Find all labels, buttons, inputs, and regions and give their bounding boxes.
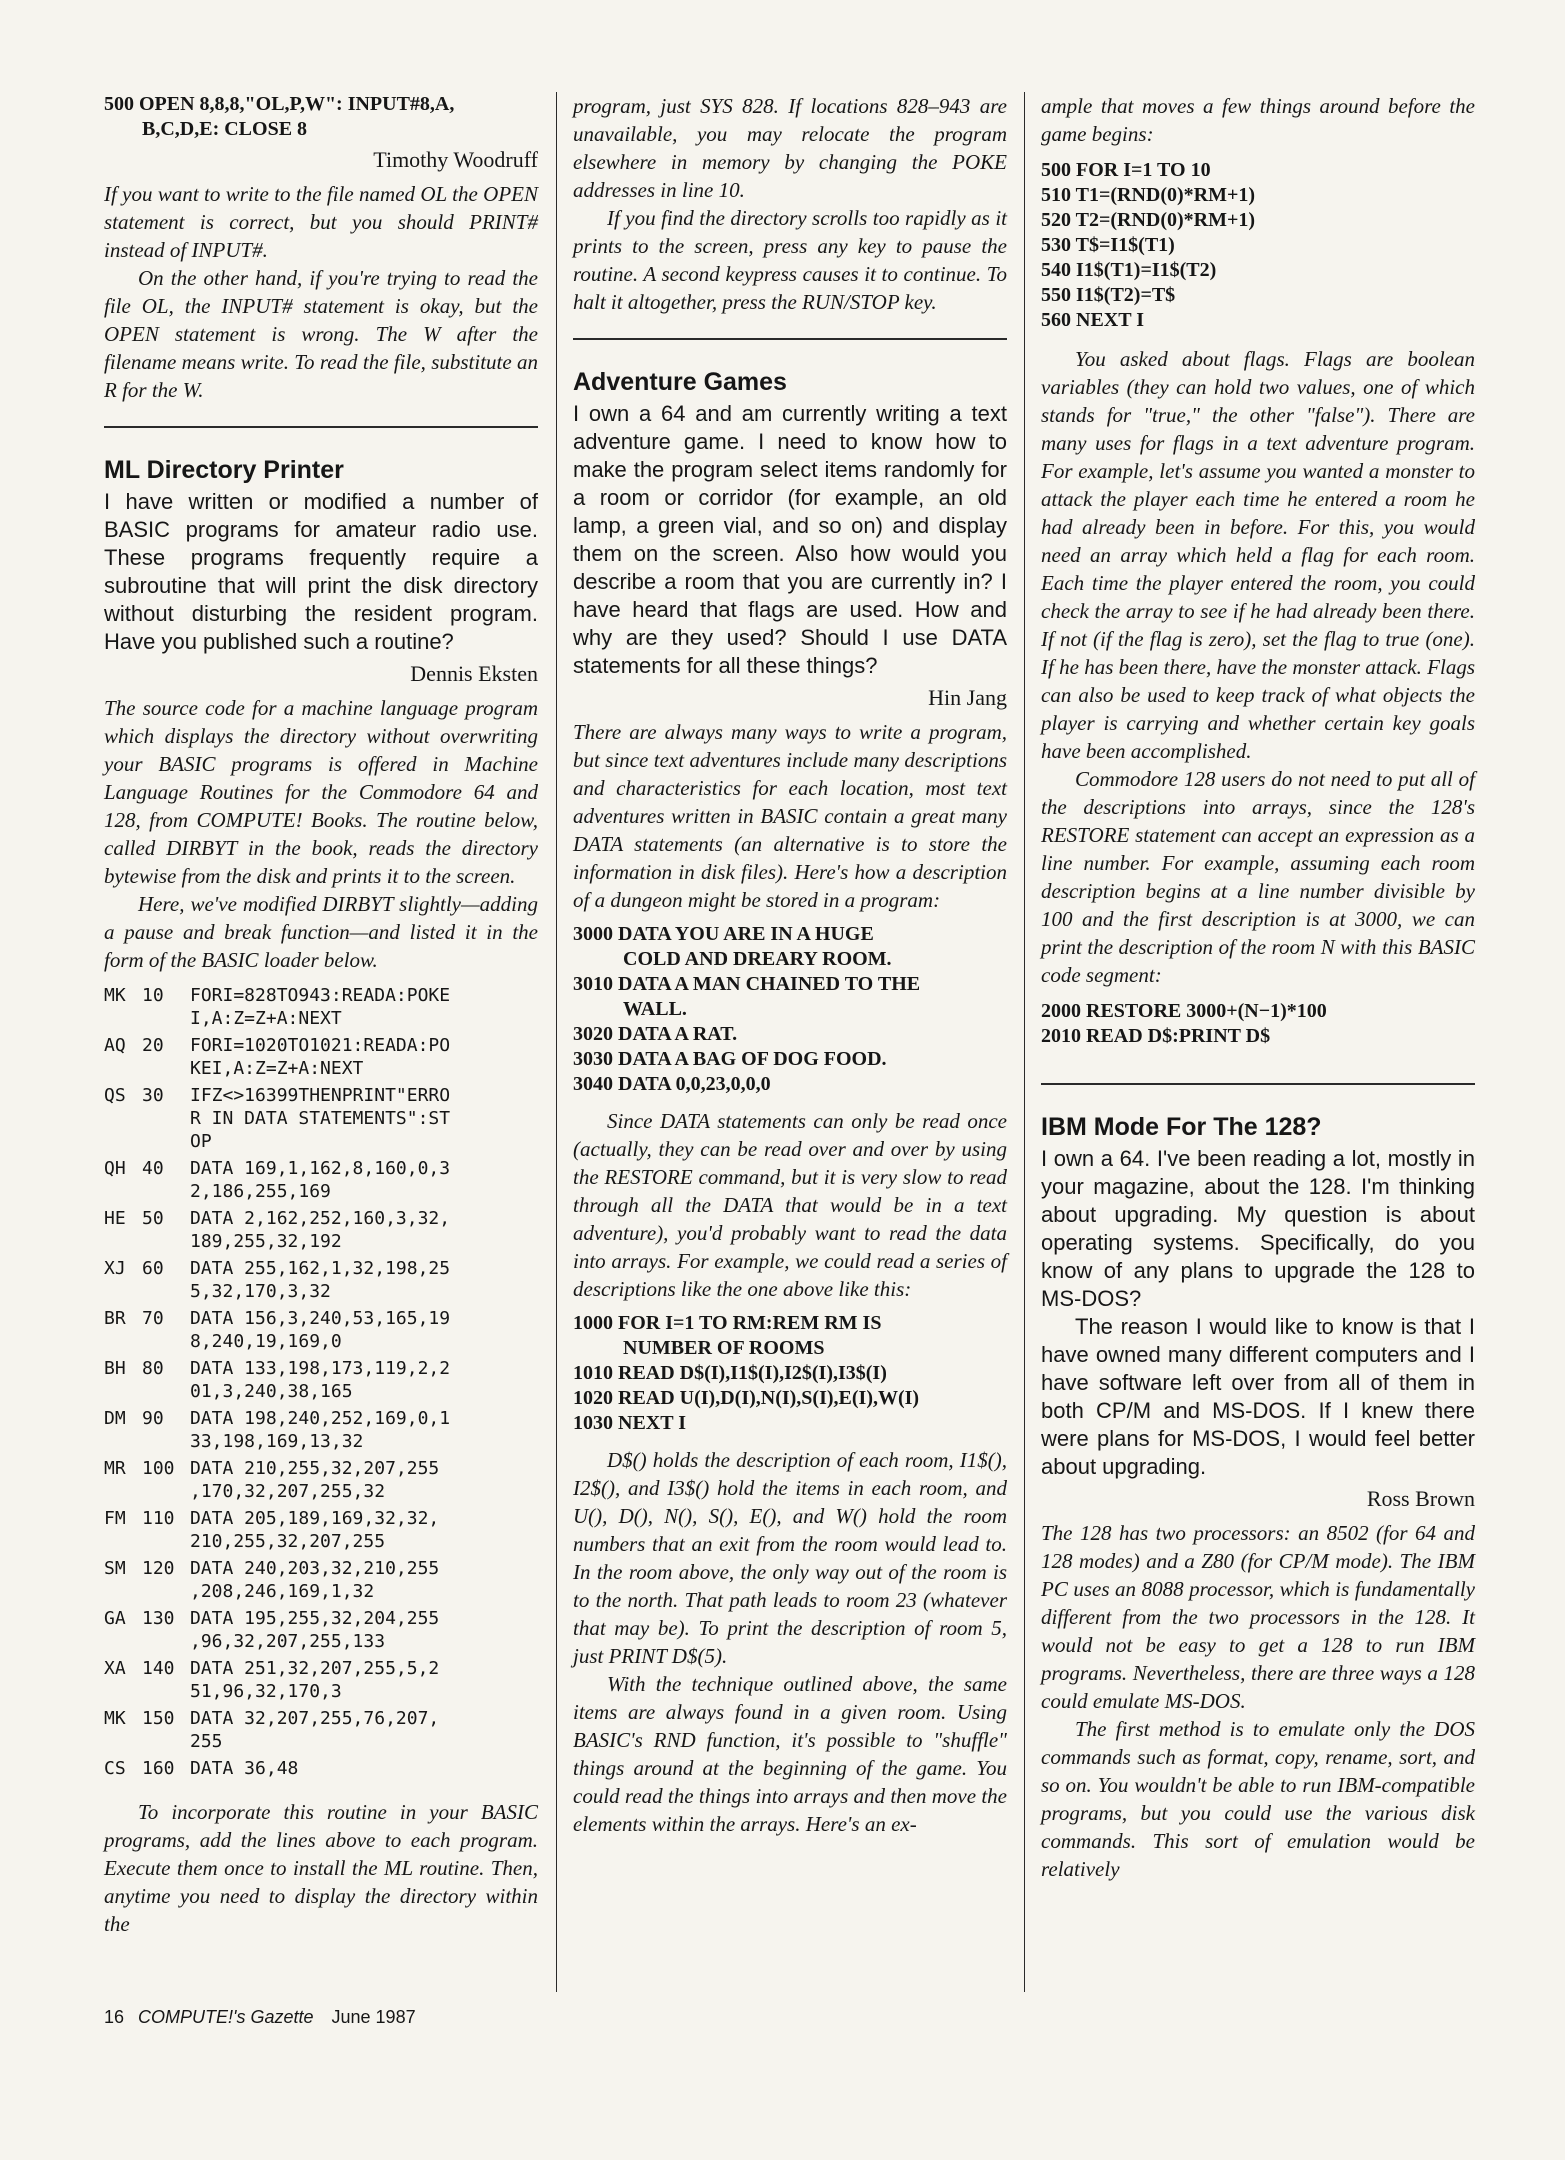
listing-line xyxy=(104,1557,538,1603)
code-line: 1010 READ D$(I),I1$(I),I2$(I),I3$(I) xyxy=(573,1362,887,1384)
answer-paragraph: D$() holds the description of each room, I1$(), I2$(), and I3$() hold the items in each room, and U(), D(), N(), S(), E(), and W() hold the room numbers that an exit from the room would lead to. In the room above, the only way out of the room is to the north. That path leads to room 23 (whatever that may be). To print the description of room 5, just PRINT D$(5). xyxy=(573,1448,1007,1668)
magazine-name: COMPUTE!'s Gazette xyxy=(138,2007,314,2027)
code-line: 520 T2=(RND(0)*RM+1) xyxy=(1041,209,1256,231)
checksum: CS xyxy=(104,1758,126,1779)
answer-paragraph: program, just SYS 828. If locations 828–943 are unavailable, you may relocate the program elsewhere in memory by changing the POKE addresses in line 10. xyxy=(573,94,1007,202)
code-line: 540 I1$(T1)=I1$(T2) xyxy=(1041,259,1217,281)
line-number: 100 xyxy=(142,1458,175,1479)
answer-paragraph: With the technique outlined above, the same items are always found in a given room. Using BASIC's RND function, it's possible to "shuffle" things around at the beginning of the game. You could read the things into arrays and then move the elements within the arrays. Here's an ex- xyxy=(573,1672,1007,1836)
checksum: DM xyxy=(104,1408,126,1429)
reader-letter: I own a 64 and am currently writing a text adventure game. I need to know how to make the program select items randomly for a room or corridor (for example, an old lamp, a green vial, and so on) and display them on the screen. Also how would you describe a room that you are currently in? I have heard that flags are used. How and why are they used? Should I use DATA statements for all these things? xyxy=(573,401,1007,678)
reader-letter: I own a 64. I've been reading a lot, mostly in your magazine, about the 128. I'm thinking about upgrading. My question is about operating systems. Specifically, do you know of any plans to upgrade the 128 to MS-DOS? xyxy=(1041,1146,1475,1311)
section-rule xyxy=(573,338,1007,340)
code-line: 1000 FOR I=1 TO RM:REM RM IS xyxy=(573,1312,882,1334)
code-line: 2010 READ D$:PRINT D$ xyxy=(1041,1025,1271,1047)
line-text: FORI=1020TO1021:READA:PO KEI,A:Z=Z+A:NEXT xyxy=(190,1035,451,1079)
answer-paragraph: On the other hand, if you're trying to read the file OL, the INPUT# statement is okay, but the OPEN statement is wrong. The W after the filename means write. To read the file, substitute an R for the W. xyxy=(104,266,538,402)
code-line: 2000 RESTORE 3000+(N−1)*100 xyxy=(1041,1000,1327,1022)
code-line: 1030 NEXT I xyxy=(573,1412,686,1434)
answer-paragraph: The first method is to emulate only the DOS commands such as format, copy, rename, sort, and so on. You wouldn't be able to run IBM-compatible programs, but you could use the various disk commands. This sort of emulation would be relatively xyxy=(1041,1717,1475,1881)
section-rule xyxy=(1041,1083,1475,1085)
code-line: 560 NEXT I xyxy=(1041,309,1144,331)
intro-code xyxy=(104,92,538,142)
listing-line xyxy=(104,1607,538,1653)
checksum: XA xyxy=(104,1658,126,1679)
code-line: 500 FOR I=1 TO 10 xyxy=(1041,159,1211,181)
line-text: DATA 255,162,1,32,198,25 5,32,170,3,32 xyxy=(190,1258,451,1302)
code-line: 3000 DATA YOU ARE IN A HUGE xyxy=(573,923,874,945)
checksum: BH xyxy=(104,1358,126,1379)
line-number: 50 xyxy=(142,1208,164,1229)
section-title: IBM Mode For The 128? xyxy=(1041,1113,1322,1141)
letter-author: Hin Jang xyxy=(928,685,1007,710)
line-number: 10 xyxy=(142,985,164,1006)
listing-line xyxy=(104,1657,538,1703)
line-number: 30 xyxy=(142,1085,164,1106)
code-line: 3030 DATA A BAG OF DOG FOOD. xyxy=(573,1048,887,1070)
line-text: DATA 36,48 xyxy=(190,1758,299,1779)
code-line: 3010 DATA A MAN CHAINED TO THE xyxy=(573,973,921,995)
line-number: 70 xyxy=(142,1308,164,1329)
checksum: QH xyxy=(104,1158,126,1179)
listing-line xyxy=(104,1507,538,1553)
code-line: B,C,D,E: CLOSE 8 xyxy=(142,118,308,140)
listing-line xyxy=(104,1207,538,1253)
answer-paragraph: ample that moves a few things around before the game begins: xyxy=(1041,94,1475,146)
checksum: BR xyxy=(104,1308,126,1329)
line-text: DATA 240,203,32,210,255 ,208,246,169,1,32 xyxy=(190,1558,440,1602)
section-title: ML Directory Printer xyxy=(104,456,344,484)
listing-line xyxy=(104,1357,538,1403)
line-text: DATA 195,255,32,204,255 ,96,32,207,255,133 xyxy=(190,1608,440,1652)
answer-paragraph: Commodore 128 users do not need to put all of the descriptions into arrays, since the 128's RESTORE statement can accept an expression as a line number. For example, assuming each room description begins at a line number divisible by 100 and the first description is at 3000, we can print the description of the room N with this BASIC code segment: xyxy=(1041,767,1475,987)
checksum: QS xyxy=(104,1085,126,1106)
answer-paragraph: If you find the directory scrolls too rapidly as it prints to the screen, press any key to pause the routine. A second keypress causes it to continue. To halt it altogether, press the RUN/STOP key. xyxy=(573,206,1007,314)
checksum: HE xyxy=(104,1208,126,1229)
reader-letter: I have written or modified a number of BASIC programs for amateur radio use. These programs frequently require a subroutine that will print the disk directory without disturbing the resident program. Have you published such a routine? xyxy=(104,489,538,654)
code-line-continuation: WALL. xyxy=(623,998,687,1020)
listing-line xyxy=(104,984,538,1030)
answer-paragraph: If you want to write to the file named OL the OPEN statement is correct, but you should PRINT# instead of INPUT#. xyxy=(104,182,538,262)
code-line-continuation: COLD AND DREARY ROOM. xyxy=(623,948,892,970)
line-text: DATA 169,1,162,8,160,0,3 2,186,255,169 xyxy=(190,1158,451,1202)
column-divider xyxy=(556,92,557,1992)
section-rule xyxy=(104,426,538,428)
reader-letter: The reason I would like to know is that I have owned many different computers and I have software left over from all of them in both CP/M and MS-DOS. If I knew there were plans for MS-DOS, I would feel better about upgrading. xyxy=(1041,1314,1475,1479)
column-2 xyxy=(573,92,1007,1838)
line-text: IFZ<>16399THENPRINT"ERRO R IN DATA STATEMENTS":ST OP xyxy=(190,1085,451,1152)
code-block xyxy=(573,1311,1007,1436)
program-listing xyxy=(104,984,538,1780)
code-line: 1020 READ U(I),D(I),N(I),S(I),E(I),W(I) xyxy=(573,1387,920,1409)
page-number: 16 xyxy=(104,2007,125,2027)
checksum: MK xyxy=(104,985,126,1006)
section-title: Adventure Games xyxy=(573,368,787,396)
checksum: XJ xyxy=(104,1258,126,1279)
code-block xyxy=(1041,158,1475,333)
checksum: MK xyxy=(104,1708,126,1729)
line-number: 120 xyxy=(142,1558,175,1579)
code-line: 500 OPEN 8,8,8,"OL,P,W": INPUT#8,A, xyxy=(104,93,455,115)
code-line-continuation: NUMBER OF ROOMS xyxy=(623,1337,825,1359)
line-number: 80 xyxy=(142,1358,164,1379)
listing-line xyxy=(104,1407,538,1453)
line-number: 130 xyxy=(142,1608,175,1629)
checksum: AQ xyxy=(104,1035,126,1056)
line-text: DATA 198,240,252,169,0,1 33,198,169,13,32 xyxy=(190,1408,451,1452)
line-text: DATA 210,255,32,207,255 ,170,32,207,255,32 xyxy=(190,1458,440,1502)
line-number: 60 xyxy=(142,1258,164,1279)
listing-line xyxy=(104,1157,538,1203)
line-number: 90 xyxy=(142,1408,164,1429)
listing-line xyxy=(104,1457,538,1503)
answer-paragraph: The 128 has two processors: an 8502 (for 64 and 128 modes) and a Z80 (for CP/M mode). The IBM PC uses an 8088 processor, which is fundamentally different from the two processors in the 128. It would not be easy to get a 128 to run IBM programs. Nevertheless, there are three ways a 128 could emulate MS-DOS. xyxy=(1041,1521,1475,1713)
letter-author: Ross Brown xyxy=(1366,1486,1475,1511)
code-line: 510 T1=(RND(0)*RM+1) xyxy=(1041,184,1256,206)
column-3 xyxy=(1041,92,1475,1883)
code-line: 550 I1$(T2)=T$ xyxy=(1041,284,1176,306)
answer-paragraph: The source code for a machine language program which displays the directory without overwriting your BASIC programs is offered in Machine Language Routines for the Commodore 64 and 128, from COMPUTE! Books. The routine below, called DIRBYT in the book, reads the directory bytewise from the disk and prints it to the screen. xyxy=(104,696,538,888)
line-text: DATA 251,32,207,255,5,2 51,96,32,170,3 xyxy=(190,1658,440,1702)
listing-line xyxy=(104,1034,538,1080)
answer-paragraph: You asked about flags. Flags are boolean variables (they can hold two values, one of which stands for "true," the other "false"). There are many uses for flags in a text adventure program. For example, let's assume you wanted a monster to attack the player each time he entered a room he had already been in before. For this, you would need an array which held a flag for each room. Each time the player entered the room, you could check the array to see if he had already been there. If not (if the flag is zero), set the flag to true (one). If he has been there, have the monster attack. Flags can also be used to keep track of what objects the player is carrying and whether certain key goals have been accomplished. xyxy=(1041,347,1475,763)
code-line: 3040 DATA 0,0,23,0,0,0 xyxy=(573,1073,771,1095)
checksum: FM xyxy=(104,1508,126,1529)
column-divider xyxy=(1024,92,1025,1992)
code-line: 530 T$=I1$(T1) xyxy=(1041,234,1175,256)
page-footer xyxy=(104,2007,416,2028)
code-line: 3020 DATA A RAT. xyxy=(573,1023,738,1045)
listing-line xyxy=(104,1707,538,1753)
line-text: FORI=828TO943:READA:POKE I,A:Z=Z+A:NEXT xyxy=(190,985,451,1029)
code-block xyxy=(1041,999,1475,1049)
checksum: GA xyxy=(104,1608,126,1629)
listing-line xyxy=(104,1757,538,1780)
checksum: SM xyxy=(104,1558,126,1579)
line-number: 140 xyxy=(142,1658,175,1679)
checksum: MR xyxy=(104,1458,126,1479)
line-text: DATA 133,198,173,119,2,2 01,3,240,38,165 xyxy=(190,1358,451,1402)
issue-date: June 1987 xyxy=(331,2007,416,2027)
line-number: 110 xyxy=(142,1508,175,1529)
listing-line xyxy=(104,1084,538,1153)
line-text: DATA 32,207,255,76,207, 255 xyxy=(190,1708,440,1752)
letter-author: Dennis Eksten xyxy=(410,661,538,686)
line-number: 40 xyxy=(142,1158,164,1179)
line-number: 20 xyxy=(142,1035,164,1056)
answer-paragraph: To incorporate this routine in your BASIC programs, add the lines above to each program. Execute them once to install the ML routine. Then, anytime you need to display the directory within the xyxy=(104,1800,538,1936)
listing-line xyxy=(104,1257,538,1303)
answer-paragraph: Here, we've modified DIRBYT slightly—adding a pause and break function—and listed it in the form of the BASIC loader below. xyxy=(104,892,538,972)
line-number: 150 xyxy=(142,1708,175,1729)
code-block xyxy=(573,922,1007,1097)
line-text: DATA 205,189,169,32,32, 210,255,32,207,255 xyxy=(190,1508,440,1552)
column-1 xyxy=(104,92,538,1938)
line-text: DATA 156,3,240,53,165,19 8,240,19,169,0 xyxy=(190,1308,451,1352)
listing-line xyxy=(104,1307,538,1353)
line-number: 160 xyxy=(142,1758,175,1779)
letter-author: Timothy Woodruff xyxy=(373,147,538,172)
answer-paragraph: There are always many ways to write a program, but since text adventures include many descriptions and characteristics for each location, most text adventures written in BASIC contain a great many DATA statements (an alternative is to store the information in disk files). Here's how a description of a dungeon might be stored in a program: xyxy=(573,720,1007,912)
line-text: DATA 2,162,252,160,3,32, 189,255,32,192 xyxy=(190,1208,451,1252)
answer-paragraph: Since DATA statements can only be read once (actually, they can be read over and over by using the RESTORE command, but it is very slow to read through all the DATA that would be in a text adventure), you'd probably want to read the data into arrays. For example, we could read a series of descriptions like the one above like this: xyxy=(573,1109,1007,1301)
